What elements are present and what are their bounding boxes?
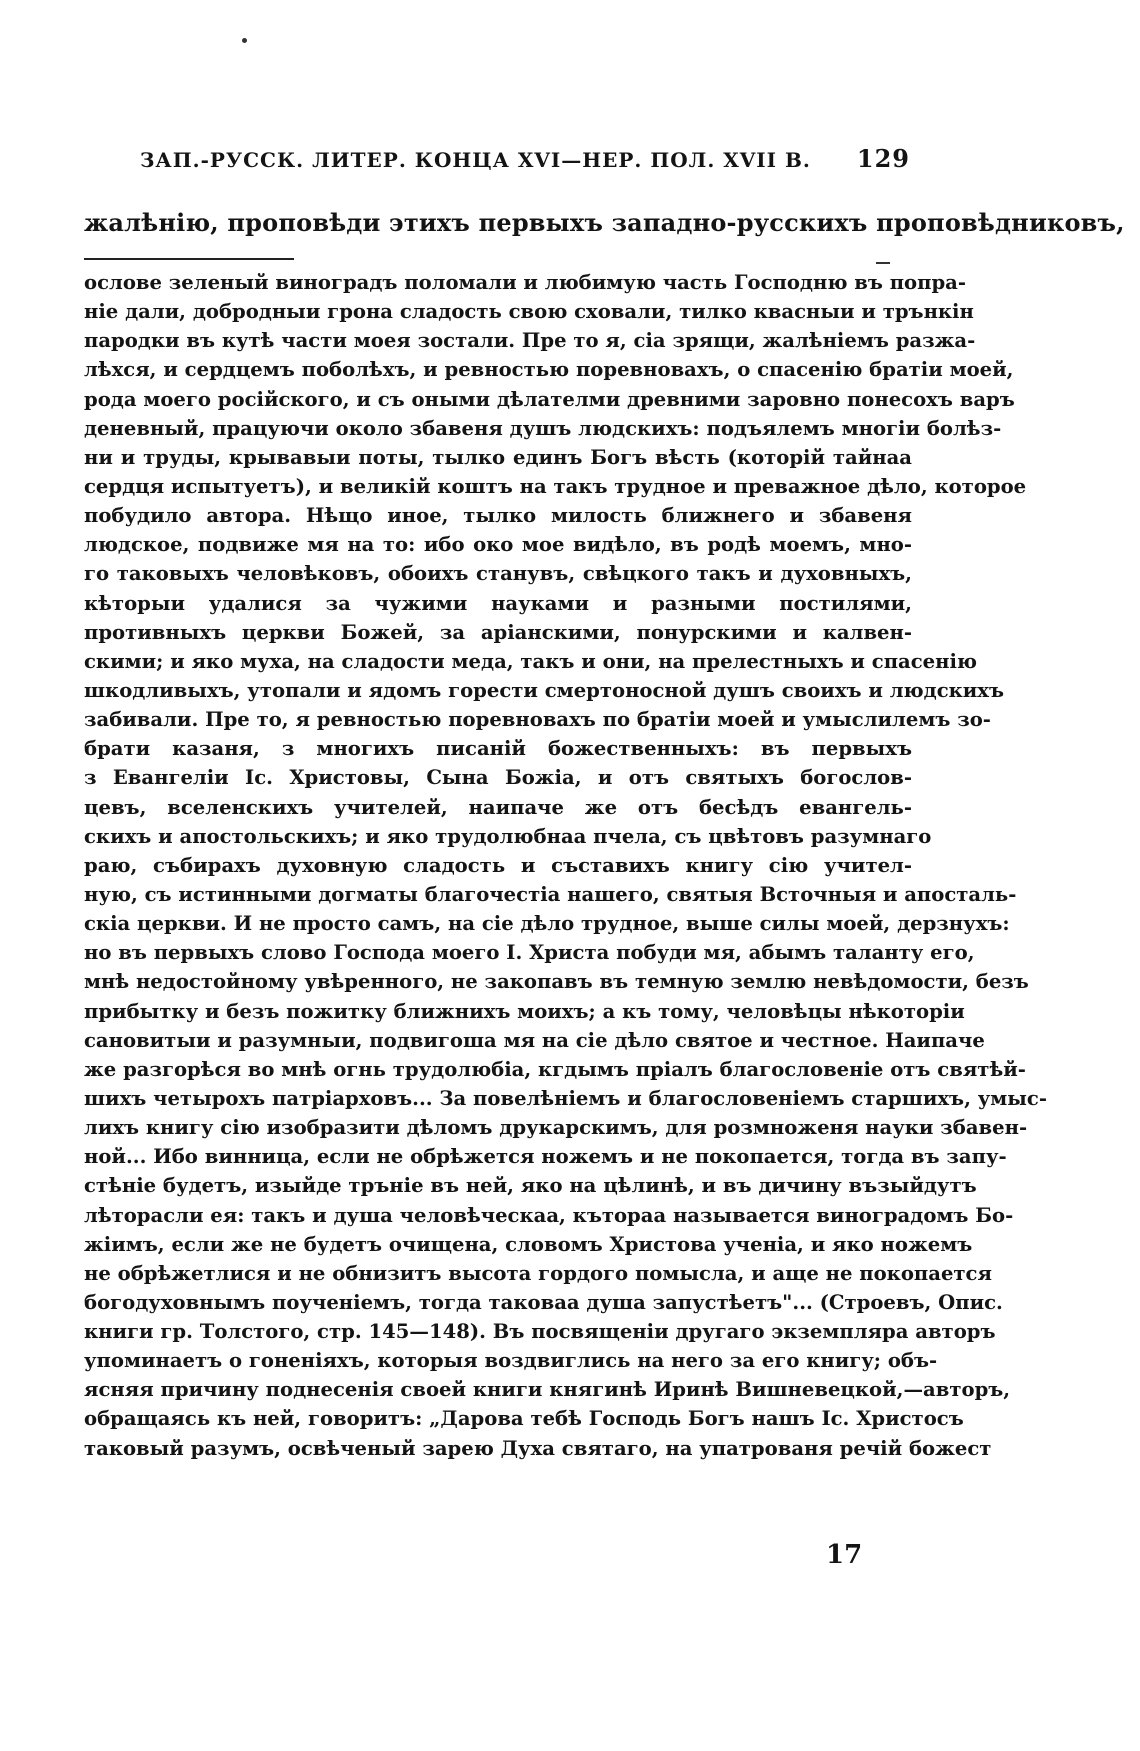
text-line: ослове зеленый виноградъ поломали и любимую часть Господню въ попра-	[84, 271, 966, 294]
text-line: рода моего російского, и съ оными дѣлателми древними заровно понесохъ варъ	[84, 387, 1015, 411]
text-line: забивали. Пре то, я ревностью поревновахъ по братіи моей и умыслилемъ зо-	[84, 708, 991, 732]
text-line: побудило автора. Нѣщо иное, тылко милость ближнего и збавеня	[84, 504, 912, 528]
speck-mark	[242, 38, 247, 43]
text-line: ной... Ибо винница, если не обрѣжется ножемъ и не покопается, тогда въ запу-	[84, 1145, 1007, 1169]
text-line: шкодливыхъ, утопали и ядомъ горести смертоносной душъ своихъ и людскихъ	[84, 678, 1005, 702]
text-line: сердця испытуетъ), и великій коштъ на такъ трудное и преважное дѣло, которое	[84, 474, 1027, 498]
text-line: кѣторыи удалися за чужими науками и разными постилями,	[84, 591, 912, 615]
text-line: обращаясь къ ней, говоритъ: „Дарова тебѣ Господь Богъ нашъ Іс. Христосъ	[84, 1407, 964, 1431]
rule-tick	[876, 262, 890, 264]
text-line: лѣторасли ея: такъ и душа человѣческаа, кътораа называется виноградомъ Бо-	[84, 1203, 1014, 1227]
separator-rule	[84, 258, 294, 260]
text-line: го таковыхъ человѣковъ, обоихъ станувъ, свѣцкого такъ и духовныхъ,	[84, 562, 912, 586]
text-line: таковый разумъ, освѣченый зарею Духа святаго, на упатрованя речій божест	[84, 1436, 992, 1460]
page-number: 129	[856, 144, 910, 173]
text-line: ную, съ истинными догматы благочестіа нашего, святыя Всточныя и апосталь-	[84, 882, 1017, 906]
text-line: упоминаетъ о гоненіяхъ, которыя воздвиглись на него за его книгу; объ-	[84, 1349, 938, 1373]
quoted-body-text	[84, 268, 1047, 1463]
text-line: лихъ книгу сію изобразити дѣломъ друкарскимъ, для розмноженя науки збавен-	[84, 1116, 1028, 1140]
text-line: людское, подвиже мя на то: ибо око мое видѣло, въ родѣ моемъ, мно-	[84, 533, 912, 557]
text-line: деневный, працуючи около збавеня душъ людскихъ: подъялемъ многіи болѣз-	[84, 416, 1002, 440]
text-line: стѣніе будетъ, изыйде тръніе въ ней, яко на цѣлинѣ, и въ дичину възыйдутъ	[84, 1174, 977, 1198]
text-line: жіимъ, если же не будетъ очищена, словомъ Христова ученіа, и яко ножемъ	[84, 1232, 973, 1256]
text-line: прибытку и безъ пожитку ближнихъ моихъ; а къ тому, человѣцы нѣкоторіи	[84, 999, 965, 1023]
text-line: з Евангеліи Іс. Христовы, Сына Божіа, и отъ святыхъ богослов-	[84, 766, 912, 790]
running-header	[140, 144, 910, 173]
text-line: мнѣ недостойному увѣренного, не закопавъ въ темную землю невѣдомости, безъ	[84, 970, 1029, 994]
text-line: скихъ и апостольскихъ; и яко трудолюбнаа пчела, съ цвѣтовъ разумнаго	[84, 824, 932, 848]
text-line: сановитыи и разумныи, подвигоша мя на сіе дѣло святое и честное. Наипаче	[84, 1028, 985, 1052]
text-line: скіа церкви. И не просто самъ, на сіе дѣло трудное, выше силы моей, дерзнухъ:	[84, 912, 1010, 936]
lead-line: жалѣнію, проповѣди этихъ первыхъ западно-русскихъ проповѣдниковъ,	[84, 208, 1125, 237]
text-line: ясняя причину поднесенія своей книги княгинѣ Иринѣ Вишневецкой,—авторъ,	[84, 1378, 1011, 1402]
text-line: лѣхся, и сердцемъ поболѣхъ, и ревностью поревновахъ, о спасенію братіи моей,	[84, 358, 1014, 382]
text-line: противныхъ церкви Божей, за аріанскими, понурскими и калвен-	[84, 620, 912, 644]
text-line: брати казаня, з многихъ писаній божественныхъ: въ первыхъ	[84, 737, 912, 761]
text-line: ни и труды, крывавыи поты, тылко единъ Богъ вѣсть (которій тайнаа	[84, 445, 912, 469]
signature-mark: 17	[826, 1540, 863, 1570]
text-line: цевъ, вселенскихъ учителей, наипаче же отъ бесѣдъ евангель-	[84, 795, 912, 819]
text-line: богодуховнымъ поученіемъ, тогда таковаа душа запустѣетъ"... (Строевъ, Опис.	[84, 1290, 1003, 1314]
text-line: ніе дали, добродныи грона сладость свою сховали, тилко квасныи и трънкін	[84, 300, 974, 324]
text-line: не обрѣжетлися и не обнизитъ высота гордого помысла, и аще не покопается	[84, 1261, 992, 1285]
text-line: но въ первыхъ слово Господа моего І. Христа побуди мя, абымъ таланту его,	[84, 941, 975, 965]
text-line: шихъ четырохъ патріарховъ... За повелѣніемъ и благословеніемъ старшихъ, умыс-	[84, 1086, 1047, 1110]
text-line: же разгорѣся во мнѣ огнь трудолюбіа, кгдымъ пріалъ благословеніе отъ святѣй-	[84, 1057, 1026, 1081]
text-line: скими; и яко муха, на сладости меда, такъ и они, на прелестныхъ и спасенію	[84, 649, 978, 673]
text-line: книги гр. Толстого, стр. 145—148). Въ посвященіи другаго экземпляра авторъ	[84, 1320, 996, 1344]
text-line: пародки въ кутѣ части моея зостали. Пре то я, сіа зрящи, жалѣніемъ разжа-	[84, 329, 976, 353]
running-title: ЗАП.-РУССК. ЛИТЕР. КОНЦА XVI—НЕР. ПОЛ. XVII В.	[140, 148, 811, 172]
text-line: раю, събирахъ духовную сладость и съставихъ книгу сію учител-	[84, 853, 912, 877]
